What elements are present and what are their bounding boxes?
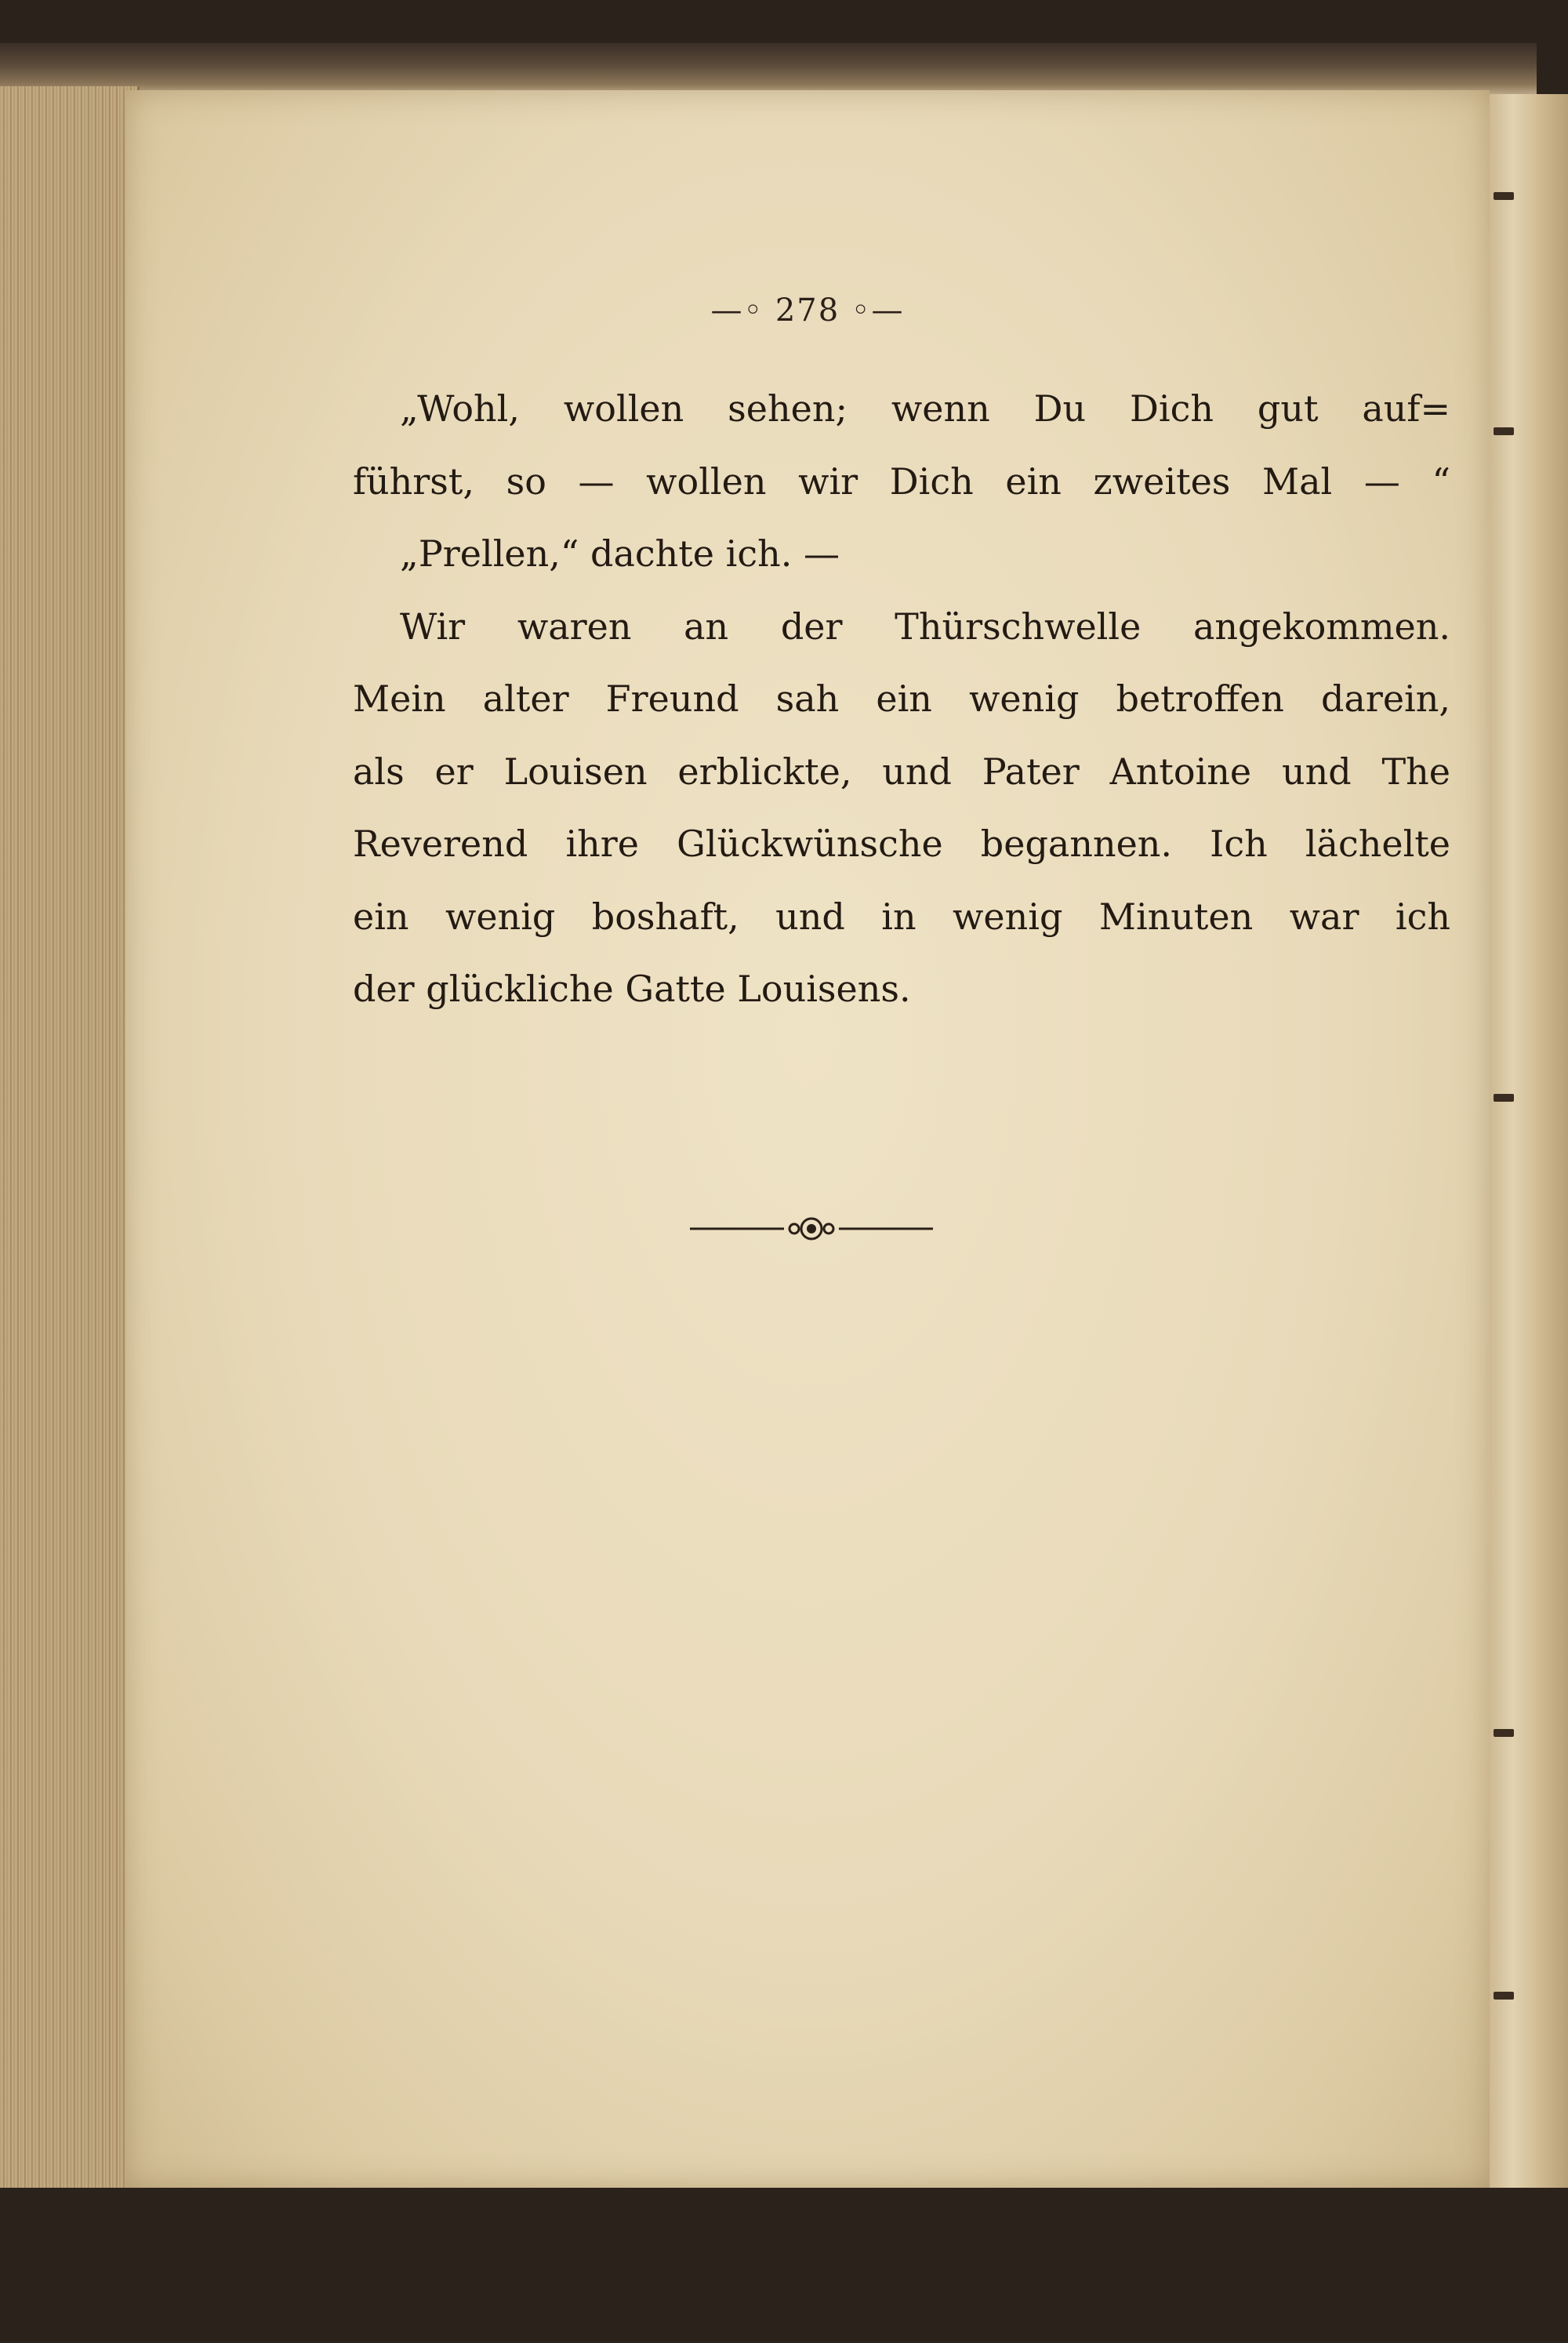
page-block-spine [0, 86, 140, 2188]
binding-mark [1494, 427, 1514, 435]
flourish-ornament-icon [690, 1205, 933, 1252]
book-page [125, 90, 1490, 2188]
text-line-2: führst, so — wollen wir Dich ein zweites Mal — “ [353, 460, 1450, 503]
text-line-8: ein wenig boshaft, und in wenig Minuten war ich [353, 895, 1450, 938]
text-line-5: Mein alter Freund sah ein wenig betroffen darein, [353, 677, 1450, 720]
text-line-3: „Prellen,“ dachte ich. — [400, 532, 840, 575]
text-line-9: der glückliche Gatte Louisens. [353, 968, 911, 1010]
facing-page-edge [1490, 94, 1568, 2188]
binding-mark [1494, 1992, 1514, 2000]
binding-mark [1494, 192, 1514, 200]
text-line-1: „Wohl, wollen sehen; wenn Du Dich gut auf= [400, 387, 1450, 430]
binding-mark [1494, 1729, 1514, 1737]
page-number-header: —◦ 278 ◦— [710, 292, 905, 329]
text-line-4: Wir waren an der Thürschwelle angekommen. [400, 605, 1450, 648]
text-line-6: als er Louisen erblickte, und Pater Antoine und The [353, 750, 1450, 793]
page-bottom-edge [0, 2188, 1568, 2343]
text-line-7: Reverend ihre Glückwünsche begannen. Ich lächelte [353, 823, 1450, 865]
binding-mark [1494, 1094, 1514, 1102]
body-text [353, 372, 1450, 1026]
